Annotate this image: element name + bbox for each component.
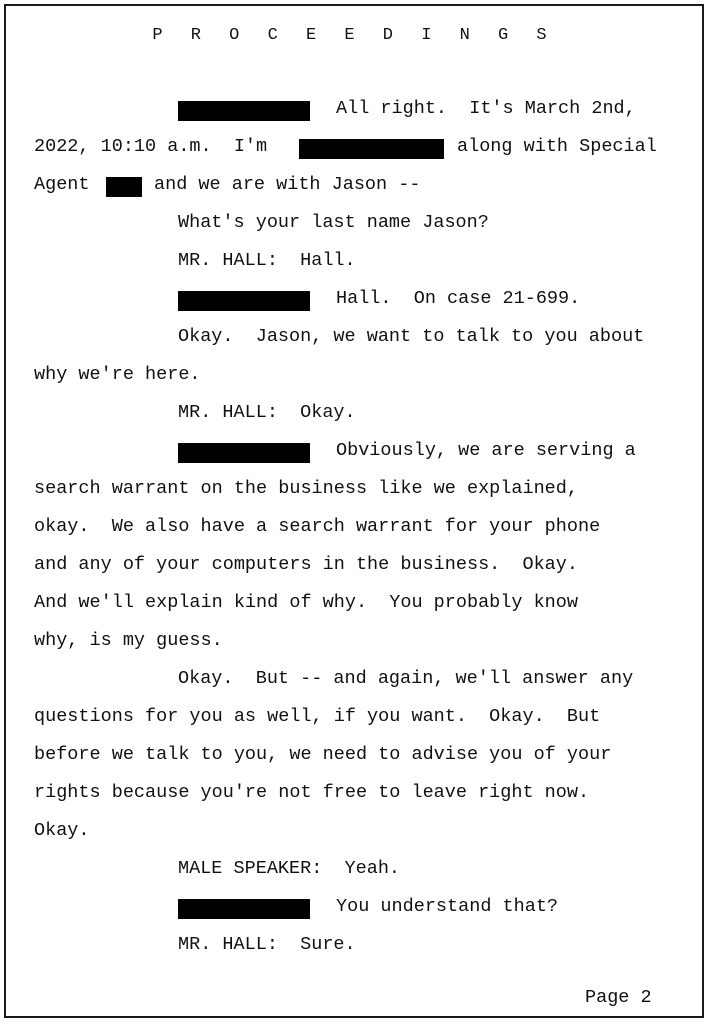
transcript-page (4, 4, 704, 1018)
page-title: P R O C E E D I N G S (152, 26, 556, 45)
transcript-line: And we'll explain kind of why. You probably know (34, 592, 578, 613)
transcript-line: before we talk to you, we need to advise you of your (34, 744, 612, 765)
transcript-line: MR. HALL: Sure. (178, 934, 356, 955)
transcript-line: and any of your computers in the business. Okay. (34, 554, 578, 575)
redaction-block (178, 291, 310, 311)
transcript-line: MR. HALL: Okay. (178, 402, 356, 423)
transcript-line: What's your last name Jason? (178, 212, 489, 233)
transcript-line: okay. We also have a search warrant for your phone (34, 516, 601, 537)
transcript-line: MR. HALL: Hall. (178, 250, 356, 271)
transcript-line: Okay. (34, 820, 90, 841)
redaction-block (178, 443, 310, 463)
redaction-block (299, 139, 444, 159)
transcript-line: Okay. But -- and again, we'll answer any (178, 668, 634, 689)
redaction-block (106, 177, 142, 197)
transcript-line: search warrant on the business like we explained, (34, 478, 578, 499)
transcript-line: All right. It's March 2nd, (336, 98, 636, 119)
transcript-line: why, is my guess. (34, 630, 223, 651)
transcript-line: Agent (34, 174, 90, 195)
transcript-line: MALE SPEAKER: Yeah. (178, 858, 401, 879)
transcript-line: 2022, 10:10 a.m. I'm (34, 136, 268, 157)
transcript-line: and we are with Jason -- (154, 174, 421, 195)
transcript-line: questions for you as well, if you want. Okay. But (34, 706, 601, 727)
transcript-line: You understand that? (336, 896, 559, 917)
page-number: Page 2 (585, 987, 652, 1008)
transcript-line: Okay. Jason, we want to talk to you about (178, 326, 645, 347)
redaction-block (178, 899, 310, 919)
transcript-line: along with Special (457, 136, 657, 157)
transcript-line: Hall. On case 21-699. (336, 288, 581, 309)
redaction-block (178, 101, 310, 121)
transcript-line: Obviously, we are serving a (336, 440, 636, 461)
transcript-line: why we're here. (34, 364, 201, 385)
transcript-line: rights because you're not free to leave right now. (34, 782, 590, 803)
